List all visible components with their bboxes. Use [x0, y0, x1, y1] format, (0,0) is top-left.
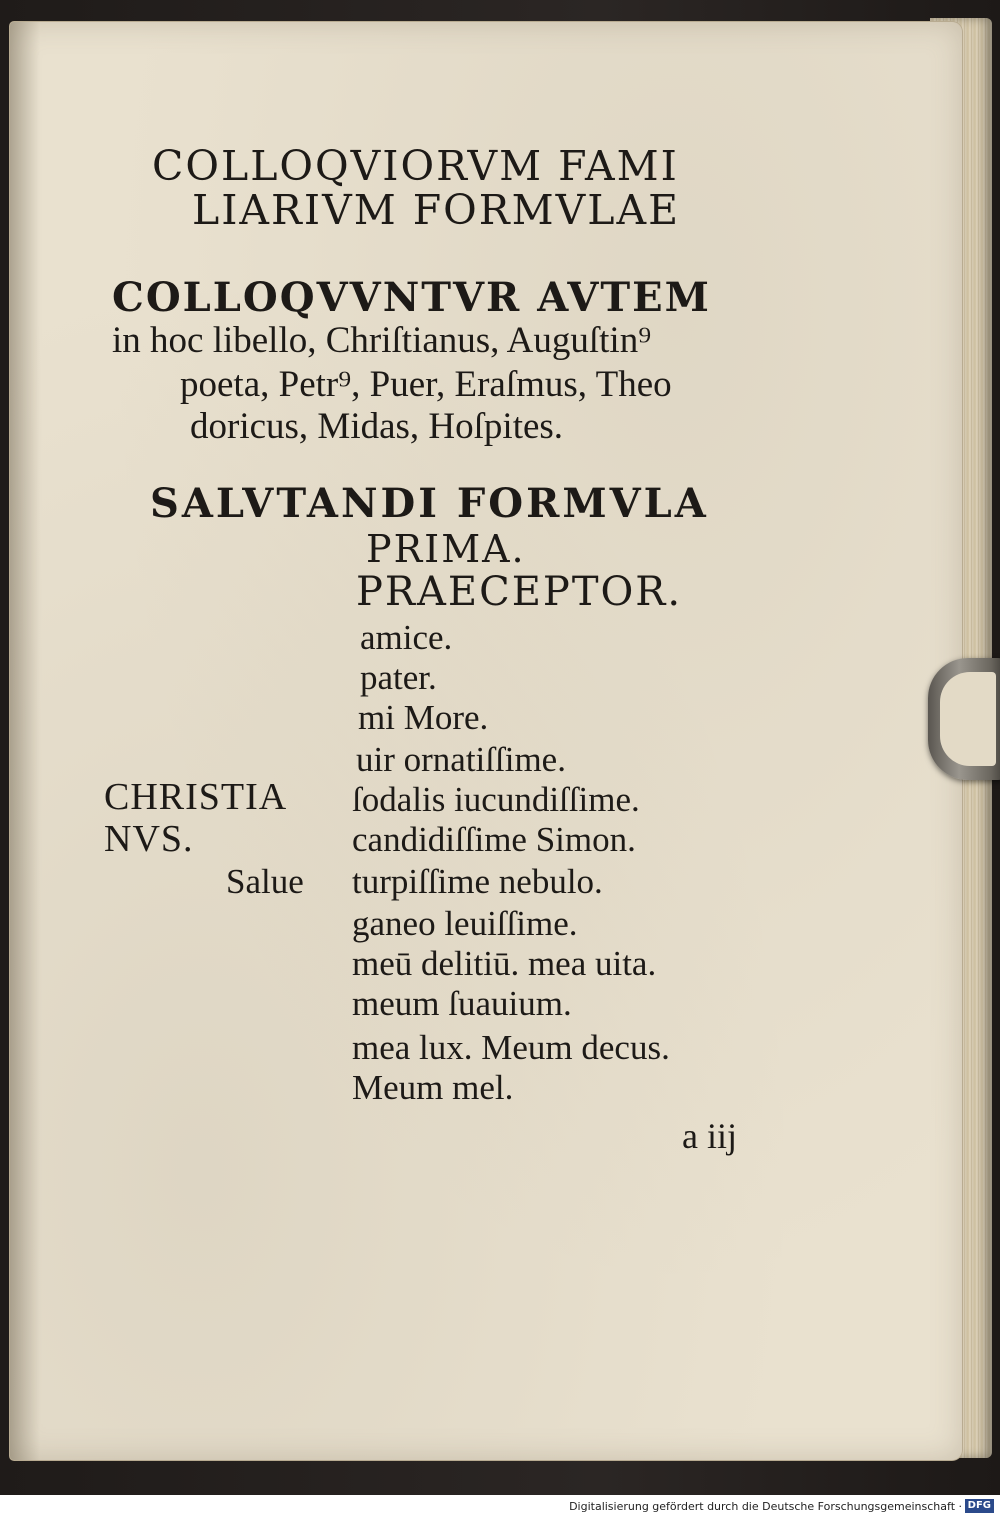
- greeting-verb: Salue: [226, 862, 304, 901]
- greeting-item: mi More.: [358, 698, 489, 737]
- speaker-name-line-2: NVS.: [104, 818, 194, 860]
- footer-credit: Digitalisierung gefördert durch die Deutsche Forschungsgemeinschaft ·: [569, 1500, 962, 1513]
- speaker-name-line-1: CHRISTIA: [104, 776, 288, 818]
- first-entry: PRAECEPTOR.: [356, 569, 683, 615]
- page-clip-inner: [940, 672, 996, 766]
- page-clip: [928, 658, 1000, 780]
- greeting-item: turpiſſime nebulo.: [352, 862, 603, 901]
- greeting-item: uir ornatiſſime.: [356, 740, 566, 779]
- title-line-1: COLLOQVIORVM FAMI: [152, 142, 679, 190]
- greeting-item: mea lux. Meum decus.: [352, 1028, 670, 1067]
- gutter-shadow: [10, 22, 40, 1460]
- subtitle: COLLOQVVNTVR AVTEM: [112, 274, 711, 321]
- greeting-item: ganeo leuiſſime.: [352, 904, 578, 943]
- greeting-item: meū delitiū. mea uita.: [352, 944, 657, 983]
- greeting-item: meum ſuauium.: [352, 984, 572, 1023]
- footer-bar: [0, 1495, 1000, 1519]
- signature-mark: a iij: [682, 1116, 737, 1156]
- section-title: SALVTANDI FORMVLA: [150, 480, 709, 527]
- greeting-item: candidiſſime Simon.: [352, 820, 636, 859]
- greeting-item: Meum mel.: [352, 1068, 514, 1107]
- greeting-item: ſodalis iucundiſſime.: [352, 780, 640, 819]
- greeting-item: pater.: [360, 658, 437, 697]
- section-subtitle: PRIMA.: [366, 527, 526, 571]
- title-line-2: LIARIVM FORMVLAE: [192, 186, 681, 234]
- intro-line-1: in hoc libello, Chriſtianus, Auguſtin⁹: [112, 320, 652, 361]
- dfg-logo: DFG: [965, 1499, 994, 1513]
- greeting-item: amice.: [360, 618, 453, 657]
- intro-line-3: doricus, Midas, Hoſpites.: [190, 406, 564, 447]
- intro-line-2: poeta, Petr⁹, Puer, Eraſmus, Theo: [180, 364, 672, 405]
